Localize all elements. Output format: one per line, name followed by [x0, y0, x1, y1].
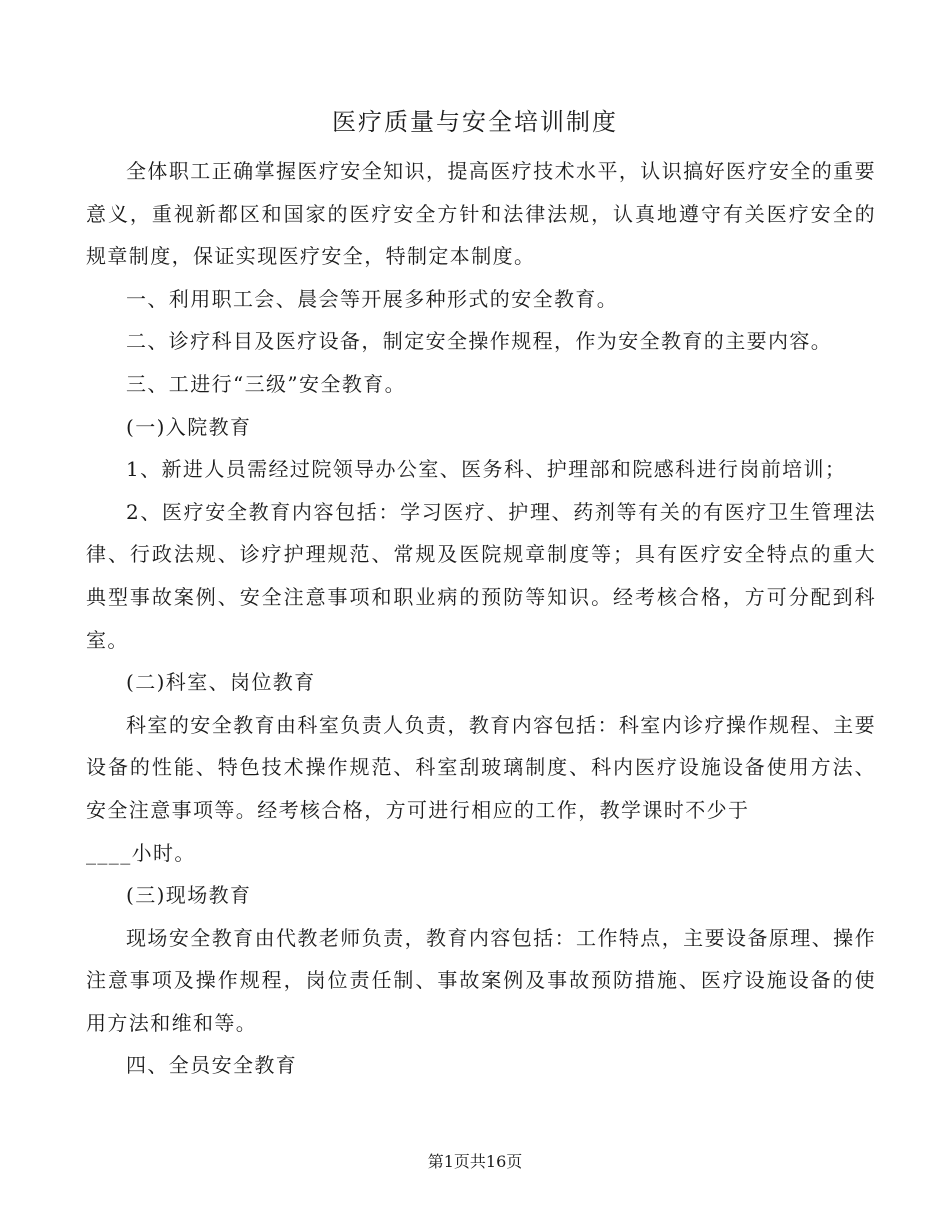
paragraph-onsite: 现场安全教育由代教老师负责，教育内容包括：工作特点，主要设备原理、操作注意事项及操作规程，岗位责任制、事故案例及事故预防措施、医疗设施设备的使用方法和维和等。 [86, 925, 876, 1035]
paragraph-admission-1: 1、新进人员需经过院领导办公室、医务科、护理部和院感科进行岗前培训； [126, 457, 847, 482]
paragraph-admission-2: 2、医疗安全教育内容包括：学习医疗、护理、药剂等有关的有医疗卫生管理法律、行政法规、诊疗护理规范、常规及医院规章制度等；具有医疗安全特点的重大典型事故案例、安全注意事项和职业病的预防等知识。经考核合格，方可分配到科室。 [86, 499, 876, 652]
page-footer: 第1页共16页 [427, 1152, 523, 1171]
section-heading-department: (二)科室、岗位教育 [126, 670, 316, 695]
paragraph-hours-blank: ____小时。 [86, 840, 196, 865]
page-title: 医疗质量与安全培训制度 [332, 108, 618, 136]
document-body [86, 150, 876, 1087]
paragraph-item-2: 二、诊疗科目及医疗设备，制定安全操作规程，作为安全教育的主要内容。 [126, 329, 833, 354]
paragraph-department: 科室的安全教育由科室负责人负责，教育内容包括：科室内诊疗操作规程、主要设备的性能、特色技术操作规范、科室刮玻璃制度、科内医疗设施设备使用方法、安全注意事项等。经考核合格，方可进行相应的工作，教学课时不少于 [86, 712, 876, 822]
section-heading-admission: (一)入院教育 [126, 414, 252, 439]
section-heading-onsite: (三)现场教育 [126, 883, 252, 908]
paragraph-intro: 全体职工正确掌握医疗安全知识，提高医疗技术水平，认识搞好医疗安全的重要意义，重视新都区和国家的医疗安全方针和法律法规，认真地遵守有关医疗安全的规章制度，保证实现医疗安全，特制定本制度。 [86, 159, 876, 269]
paragraph-item-1: 一、利用职工会、晨会等开展多种形式的安全教育。 [126, 286, 619, 311]
paragraph-item-4: 四、全员安全教育 [126, 1053, 298, 1078]
paragraph-item-3: 三、工进行“三级”安全教育。 [126, 371, 407, 396]
